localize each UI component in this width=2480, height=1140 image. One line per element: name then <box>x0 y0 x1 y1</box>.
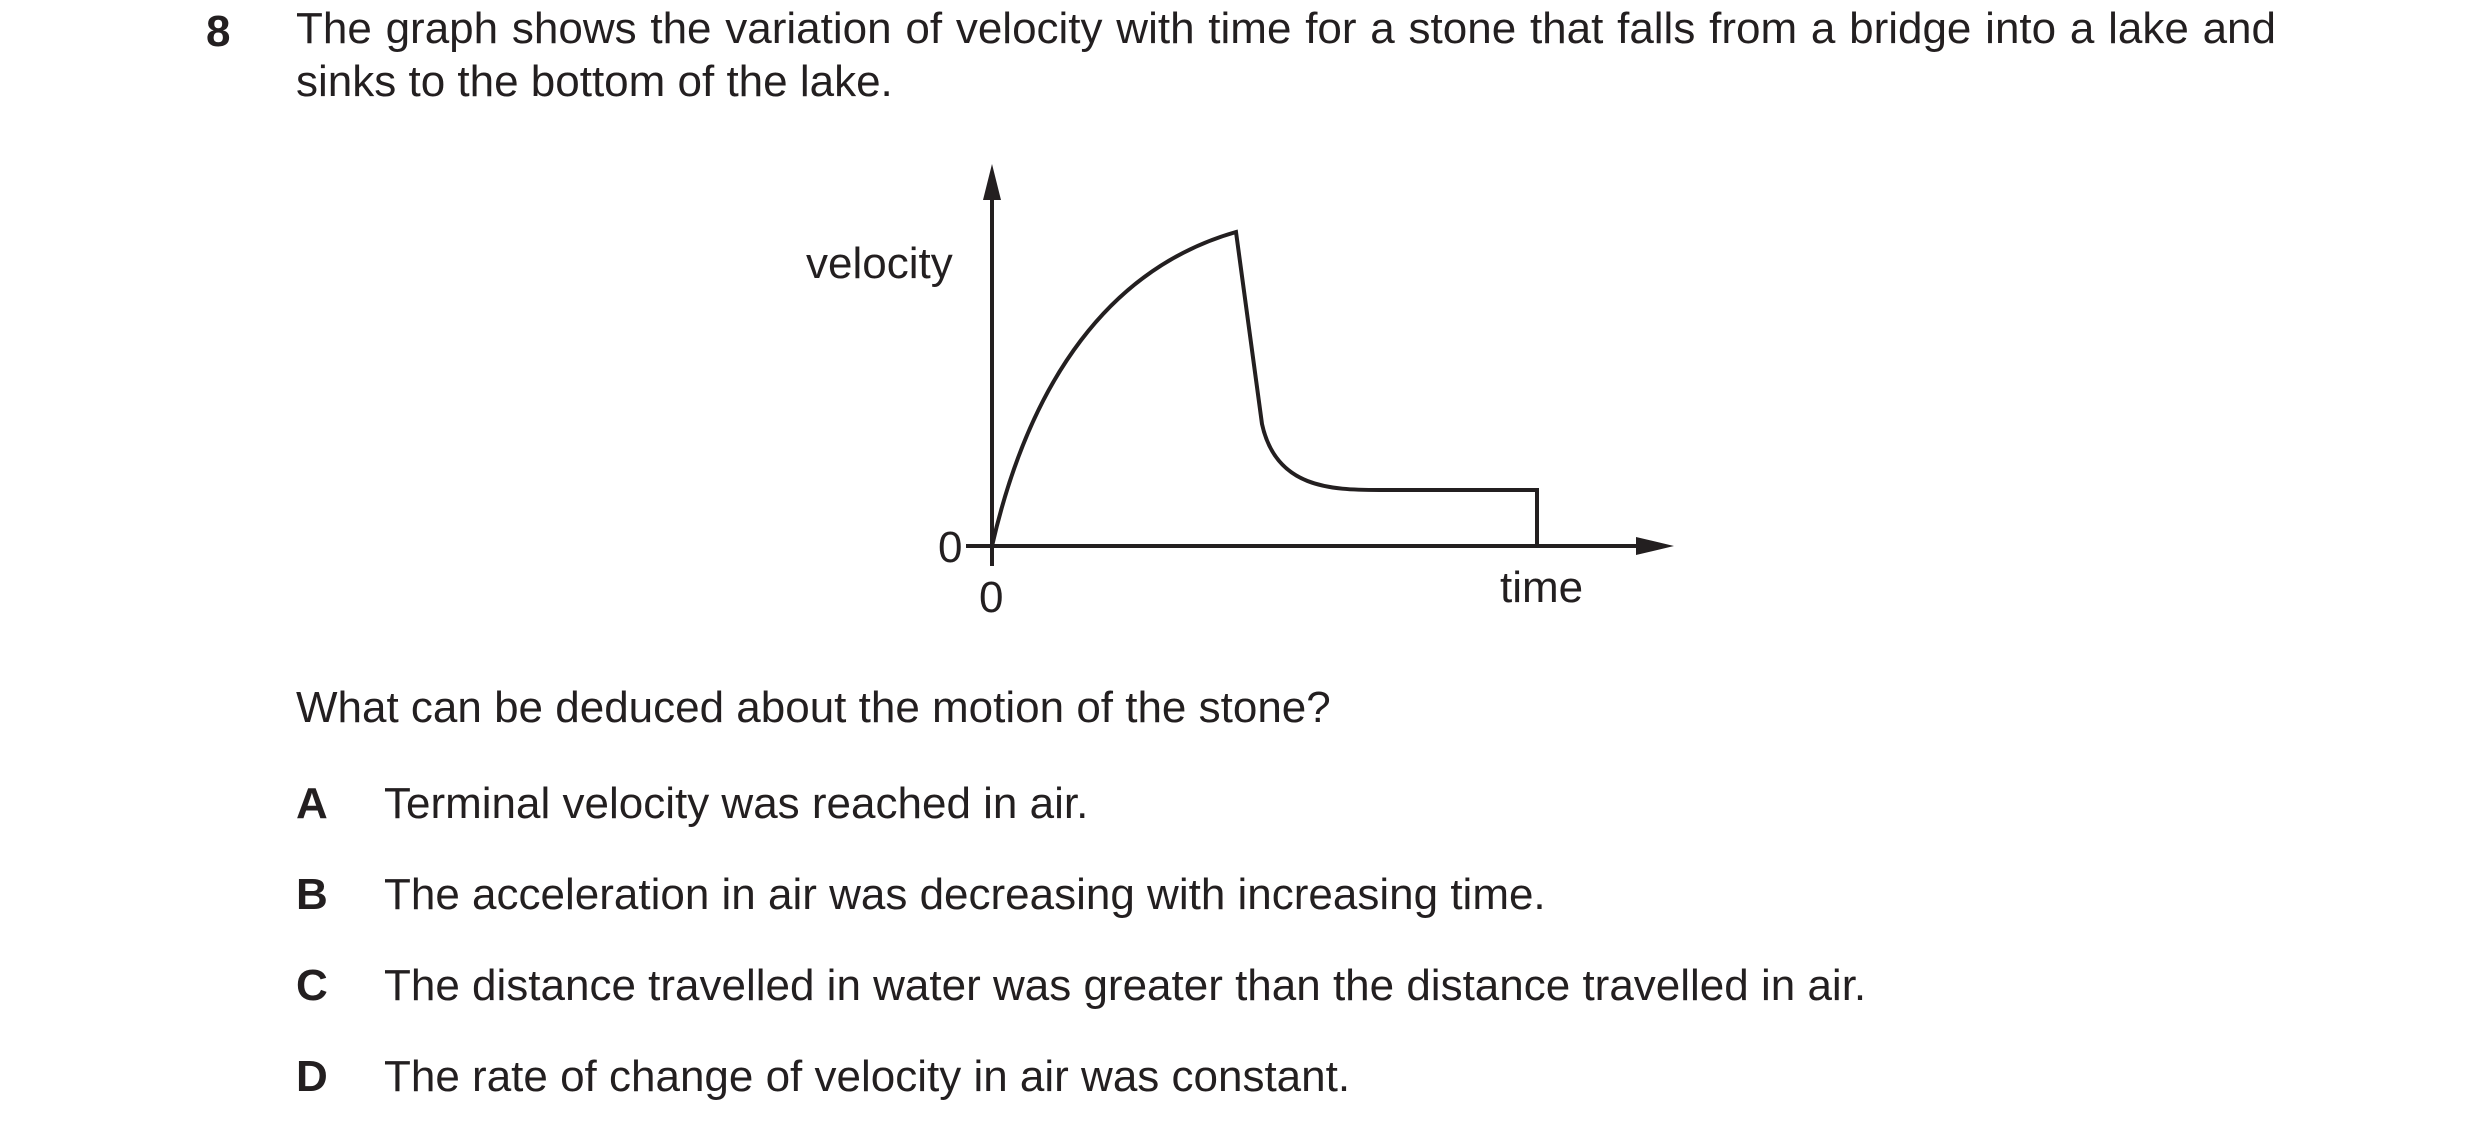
question-prompt: What can be deduced about the motion of the stone? <box>296 683 1331 732</box>
option-b[interactable] <box>296 867 1866 958</box>
y-axis-label: velocity <box>806 239 953 288</box>
option-b-letter: B <box>296 870 328 919</box>
option-d[interactable] <box>296 1049 1866 1140</box>
option-d-letter: D <box>296 1052 328 1101</box>
x-axis-arrowhead <box>1636 537 1674 555</box>
option-c[interactable] <box>296 958 1866 1049</box>
x-origin-label: 0 <box>979 573 1004 622</box>
y-axis-arrowhead <box>983 164 1001 200</box>
question-number: 8 <box>206 7 231 56</box>
answer-options <box>296 776 1866 1140</box>
option-c-letter: C <box>296 961 328 1010</box>
option-a-letter: A <box>296 779 328 828</box>
option-a-text: Terminal velocity was reached in air. <box>384 779 1089 828</box>
option-d-text: The rate of change of velocity in air was constant. <box>384 1052 1351 1101</box>
option-c-text: The distance travelled in water was greater than the distance travelled in air. <box>384 961 1867 1010</box>
option-a[interactable] <box>296 776 1866 867</box>
y-origin-label: 0 <box>938 523 963 572</box>
question-stem: The graph shows the variation of velocity with time for a stone that falls from a bridge into a lake and sinks to the bottom of the lake. <box>296 4 2276 106</box>
option-b-text: The acceleration in air was decreasing with increasing time. <box>384 870 1546 919</box>
x-axis-label: time <box>1500 563 1584 612</box>
velocity-curve <box>992 232 1537 546</box>
